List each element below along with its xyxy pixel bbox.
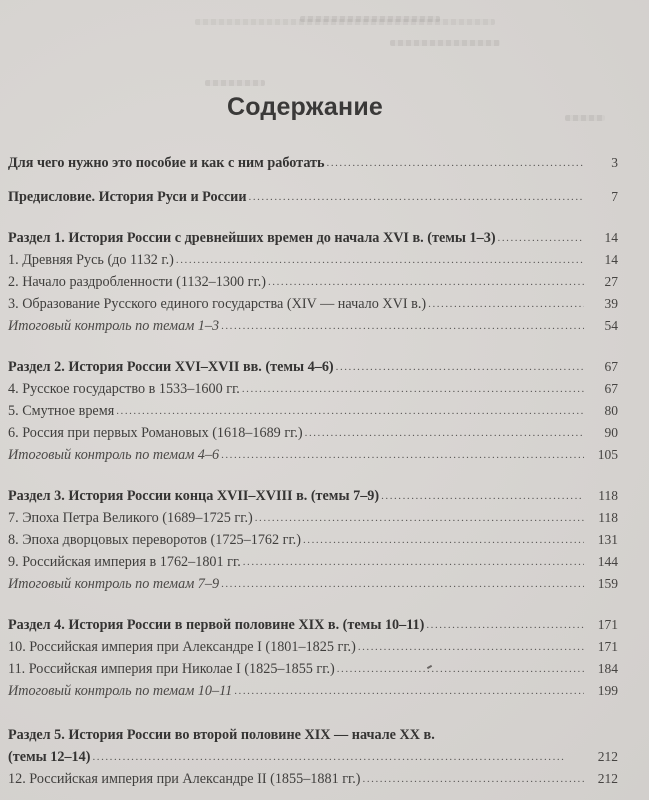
page-title: Содержание <box>226 93 384 121</box>
dot-leader <box>268 272 584 292</box>
dot-leader <box>243 552 584 572</box>
toc-topic-entry[interactable] <box>8 423 618 443</box>
toc-entry-preface[interactable] <box>8 187 618 207</box>
dot-leader <box>116 401 584 421</box>
dot-leader <box>249 187 584 207</box>
dot-leader <box>327 153 584 173</box>
toc-topic-entry[interactable] <box>8 530 618 550</box>
toc-section-heading-1[interactable] <box>8 228 618 248</box>
toc-page-number: 144 <box>597 554 618 569</box>
dot-leader <box>305 423 584 443</box>
toc-topic-entry[interactable] <box>8 552 618 572</box>
bleed-through-line <box>390 40 500 46</box>
dot-leader <box>363 769 584 789</box>
toc-entry-label: 12. Российская империя при Александре II (1855–1881 гг.) <box>8 771 361 787</box>
toc-entry-label: Раздел 2. История России XVI–XVII вв. (темы 4–6) <box>8 359 334 375</box>
toc-topic-entry[interactable] <box>8 401 618 421</box>
toc-page-number: 171 <box>597 617 618 632</box>
toc-page-number: 90 <box>604 425 618 440</box>
bleed-through-line <box>205 80 265 86</box>
toc-entry-label: Итоговый контроль по темам 1–3 <box>8 318 220 334</box>
dot-leader <box>428 294 584 314</box>
toc-entry-label: 1. Древняя Русь (до 1132 г.) <box>8 252 174 268</box>
dot-leader <box>221 316 584 336</box>
toc-page-number: 14 <box>604 230 618 245</box>
toc-page-number: 14 <box>604 252 618 267</box>
toc-control-entry[interactable] <box>8 445 618 465</box>
toc-page-number: 3 <box>611 155 618 170</box>
dot-leader <box>221 445 584 465</box>
toc-entry-label: Для чего нужно это пособие и как с ним работать <box>8 155 325 171</box>
toc-page-number: 7 <box>611 189 618 204</box>
toc-entry-how-to-use[interactable] <box>8 153 618 173</box>
dot-leader <box>336 357 584 377</box>
toc-topic-entry[interactable] <box>8 659 618 679</box>
toc-topic-entry[interactable] <box>8 769 618 789</box>
toc-entry-label: 7. Эпоха Петра Великого (1689–1725 гг.) <box>8 510 253 526</box>
dot-leader <box>255 508 584 528</box>
dot-leader <box>358 637 584 657</box>
toc-page-number: 67 <box>604 381 618 396</box>
toc-entry-label: Итоговый контроль по темам 4–6 <box>8 447 220 463</box>
dot-leader <box>221 574 584 594</box>
toc-entry-label: 9. Российская империя в 1762–1801 гг. <box>8 554 241 570</box>
toc-control-entry[interactable] <box>8 574 618 594</box>
dot-leader <box>381 486 584 506</box>
bleed-through-line <box>195 19 495 25</box>
toc-entry-label: Итоговый контроль по темам 10–11 <box>8 683 233 699</box>
toc-entry-label: 3. Образование Русского единого государства (XIV — начало XVI в.) <box>8 296 427 312</box>
toc-topic-entry[interactable] <box>8 637 618 657</box>
dot-leader <box>303 530 584 550</box>
dot-leader <box>426 615 584 635</box>
toc-entry-label: Раздел 1. История России с древнейших времен до начала XVI в. (темы 1–3) <box>8 230 496 246</box>
dot-leader <box>498 228 584 248</box>
toc-page-number: 118 <box>598 510 618 525</box>
toc-entry-label: Раздел 5. История России во второй половине XIX — начале XX в. <box>8 727 435 743</box>
toc-section-heading-2[interactable] <box>8 357 618 377</box>
toc-topic-entry[interactable] <box>8 294 618 314</box>
toc-section-heading-3[interactable] <box>8 486 618 506</box>
toc-entry-label: 4. Русское государство в 1533–1600 гг. <box>8 381 240 397</box>
toc-entry-label: Раздел 3. История России конца XVII–XVIII в. (темы 7–9) <box>8 488 380 504</box>
toc-page-number: 131 <box>597 532 618 547</box>
dot-leader <box>337 659 584 679</box>
toc-page-number: 212 <box>597 771 618 786</box>
toc-entry-label: (темы 12–14) <box>8 749 91 765</box>
toc-entry-label: Раздел 4. История России в первой половине XIX в. (темы 10–11) <box>8 617 425 633</box>
toc-page-number: 171 <box>597 639 618 654</box>
toc-page-number: 212 <box>597 749 618 764</box>
toc-page-number: 105 <box>597 447 618 462</box>
toc-page-number: 27 <box>604 274 618 289</box>
toc-entry-label: 10. Российская империя при Александре I (1801–1825 гг.) <box>8 639 356 655</box>
toc-page-number: 67 <box>604 359 618 374</box>
toc-page-number: 118 <box>598 488 618 503</box>
toc-topic-entry[interactable] <box>8 250 618 270</box>
toc-entry-label: Итоговый контроль по темам 7–9 <box>8 576 220 592</box>
dot-leader <box>242 379 584 399</box>
toc-page-number: 199 <box>597 683 618 698</box>
toc-entry-label: 5. Смутное время <box>8 403 115 419</box>
dot-leader <box>234 681 584 701</box>
toc-section-heading-4[interactable] <box>8 615 618 635</box>
toc-entry-label: 2. Начало раздробленности (1132–1300 гг.) <box>8 274 266 290</box>
toc-topic-entry[interactable] <box>8 272 618 292</box>
toc-section-heading-5-line2[interactable] <box>8 747 618 767</box>
toc-section-heading-5-line1[interactable] <box>8 725 618 745</box>
dot-leader <box>176 250 584 270</box>
toc-topic-entry[interactable] <box>8 379 618 399</box>
dot-leader <box>92 747 584 767</box>
toc-entry-label: 6. Россия при первых Романовых (1618–1689 гг.) <box>8 425 303 441</box>
toc-page-number: 80 <box>604 403 618 418</box>
toc-page-number: 184 <box>597 661 618 676</box>
toc-page-number: 54 <box>604 318 618 333</box>
toc-entry-label: 8. Эпоха дворцовых переворотов (1725–1762 гг.) <box>8 532 301 548</box>
toc-entry-label: Предисловие. История Руси и России <box>8 189 247 205</box>
toc-entry-label: 11. Российская империя при Николае I (1825–1855 гг.) <box>8 661 335 677</box>
toc-page-number: 159 <box>597 576 618 591</box>
toc-topic-entry[interactable] <box>8 508 618 528</box>
toc-page-number: 39 <box>604 296 618 311</box>
toc-control-entry[interactable] <box>8 681 618 701</box>
toc-control-entry[interactable] <box>8 316 618 336</box>
